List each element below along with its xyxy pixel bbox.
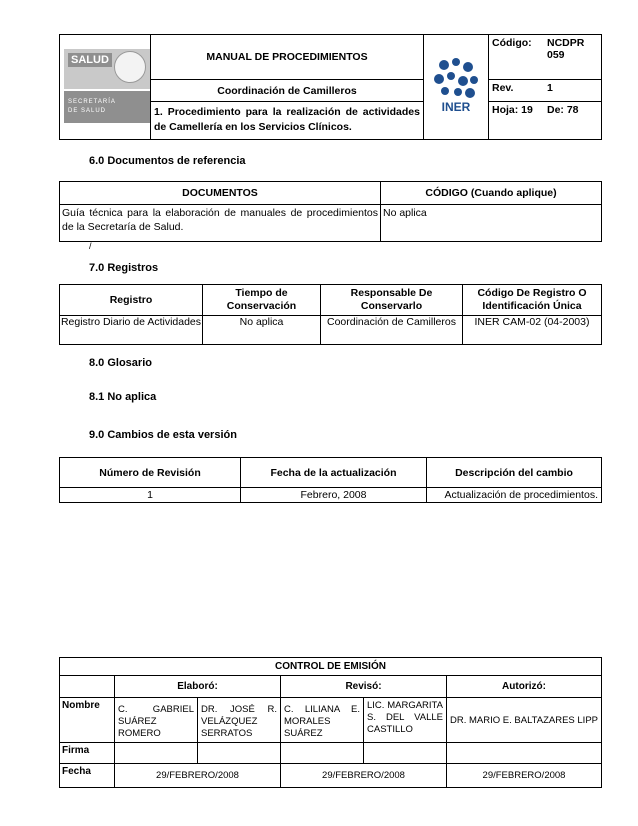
autorizo-name: DR. MARIO E. BALTAZARES LIPP [447,698,602,743]
responsable-cell: Coordinación de Camilleros [321,316,463,345]
documents-cell: Guía técnica para la elaboración de manuales de procedimientos de la Secretaría de Salud. [60,205,381,242]
codigo-label: Código: [492,37,532,49]
documents-table [59,181,602,242]
control-emision-table [59,657,602,788]
section-glosario-heading: 8.0 Glosario [89,357,152,369]
registros-table [59,284,602,345]
descripcion-cell: Actualización de procedimientos. [427,488,602,503]
salud-logo-sub2: DE SALUD [68,108,107,114]
cambios-table [59,457,602,503]
hoja-label: Hoja: 19 [492,103,533,116]
codigo-data-cell: No aplica [381,205,602,242]
firma-label: Firma [60,743,115,764]
registro-cell: Registro Diario de Actividades [60,316,203,345]
iner-logo-cell [424,35,489,140]
codigo-header: CÓDIGO (Cuando aplique) [381,182,602,205]
salud-logo-cell [60,35,151,140]
elaboro-name-1: C. GABRIEL SUÁREZ ROMERO [115,698,198,743]
de-label: De: 78 [547,103,579,116]
salud-logo-word: SALUD [68,53,112,67]
iner-logo-icon [431,57,481,115]
revision-cell: 1 [60,488,241,503]
tiempo-cell: No aplica [203,316,321,345]
reviso-label: Revisó: [281,676,447,698]
autorizo-label: Autorizó: [447,676,602,698]
descripcion-header: Descripción del cambio [427,458,602,488]
hoja-cell [489,101,602,139]
mexico-seal-icon [114,51,146,83]
codigo-cell [489,35,602,80]
codigo-value: NCDPR 059 [547,37,585,61]
rev-label: Rev. [492,82,514,95]
iner-label: INER [441,99,471,114]
salud-logo [64,49,150,123]
document-header [59,34,602,140]
rev-cell [489,80,602,101]
nombre-label: Nombre [60,698,115,743]
section-no-aplica-heading: 8.1 No aplica [89,391,157,403]
reviso-fecha: 29/FEBRERO/2008 [281,764,447,788]
fecha-label: Fecha [60,764,115,788]
stray-mark: / [89,241,92,251]
elaboro-fecha: 29/FEBRERO/2008 [115,764,281,788]
section-docs-heading: 6.0 Documentos de referencia [89,155,246,167]
section-registros-heading: 7.0 Registros [89,262,159,274]
elaboro-name-2: DR. JOSÉ R. VELÁZQUEZ SERRATOS [198,698,281,743]
tiempo-header: Tiempo de Conservación [203,285,321,316]
fecha-cell: Febrero, 2008 [241,488,427,503]
elaboro-label: Elaboró: [115,676,281,698]
control-title: CONTROL DE EMISIÓN [60,658,602,676]
salud-logo-sub1: SECRETARÍA [68,99,116,105]
autorizo-fecha: 29/FEBRERO/2008 [447,764,602,788]
revision-header: Número de Revisión [60,458,241,488]
fecha-header: Fecha de la actualización [241,458,427,488]
responsable-header: Responsable De Conservarlo [321,285,463,316]
codigo-registro-cell: INER CAM-02 (04-2003) [463,316,602,345]
rev-value: 1 [547,82,553,95]
reviso-name-1: C. LILIANA E. MORALES SUÁREZ [281,698,364,743]
procedure-title: 1. Procedimiento para la realización de actividades de Camellería en los Servicios Clínicos. [151,101,424,139]
section-cambios-heading: 9.0 Cambios de esta versión [89,429,237,441]
codigo-registro-header: Código De Registro O Identificación Única [463,285,602,316]
coordination-title: Coordinación de Camilleros [151,80,424,101]
reviso-name-2: LIC. MARGARITA S. DEL VALLE CASTILLO [364,698,447,743]
manual-title: MANUAL DE PROCEDIMIENTOS [151,35,424,80]
documents-header: DOCUMENTOS [60,182,381,205]
registro-header: Registro [60,285,203,316]
